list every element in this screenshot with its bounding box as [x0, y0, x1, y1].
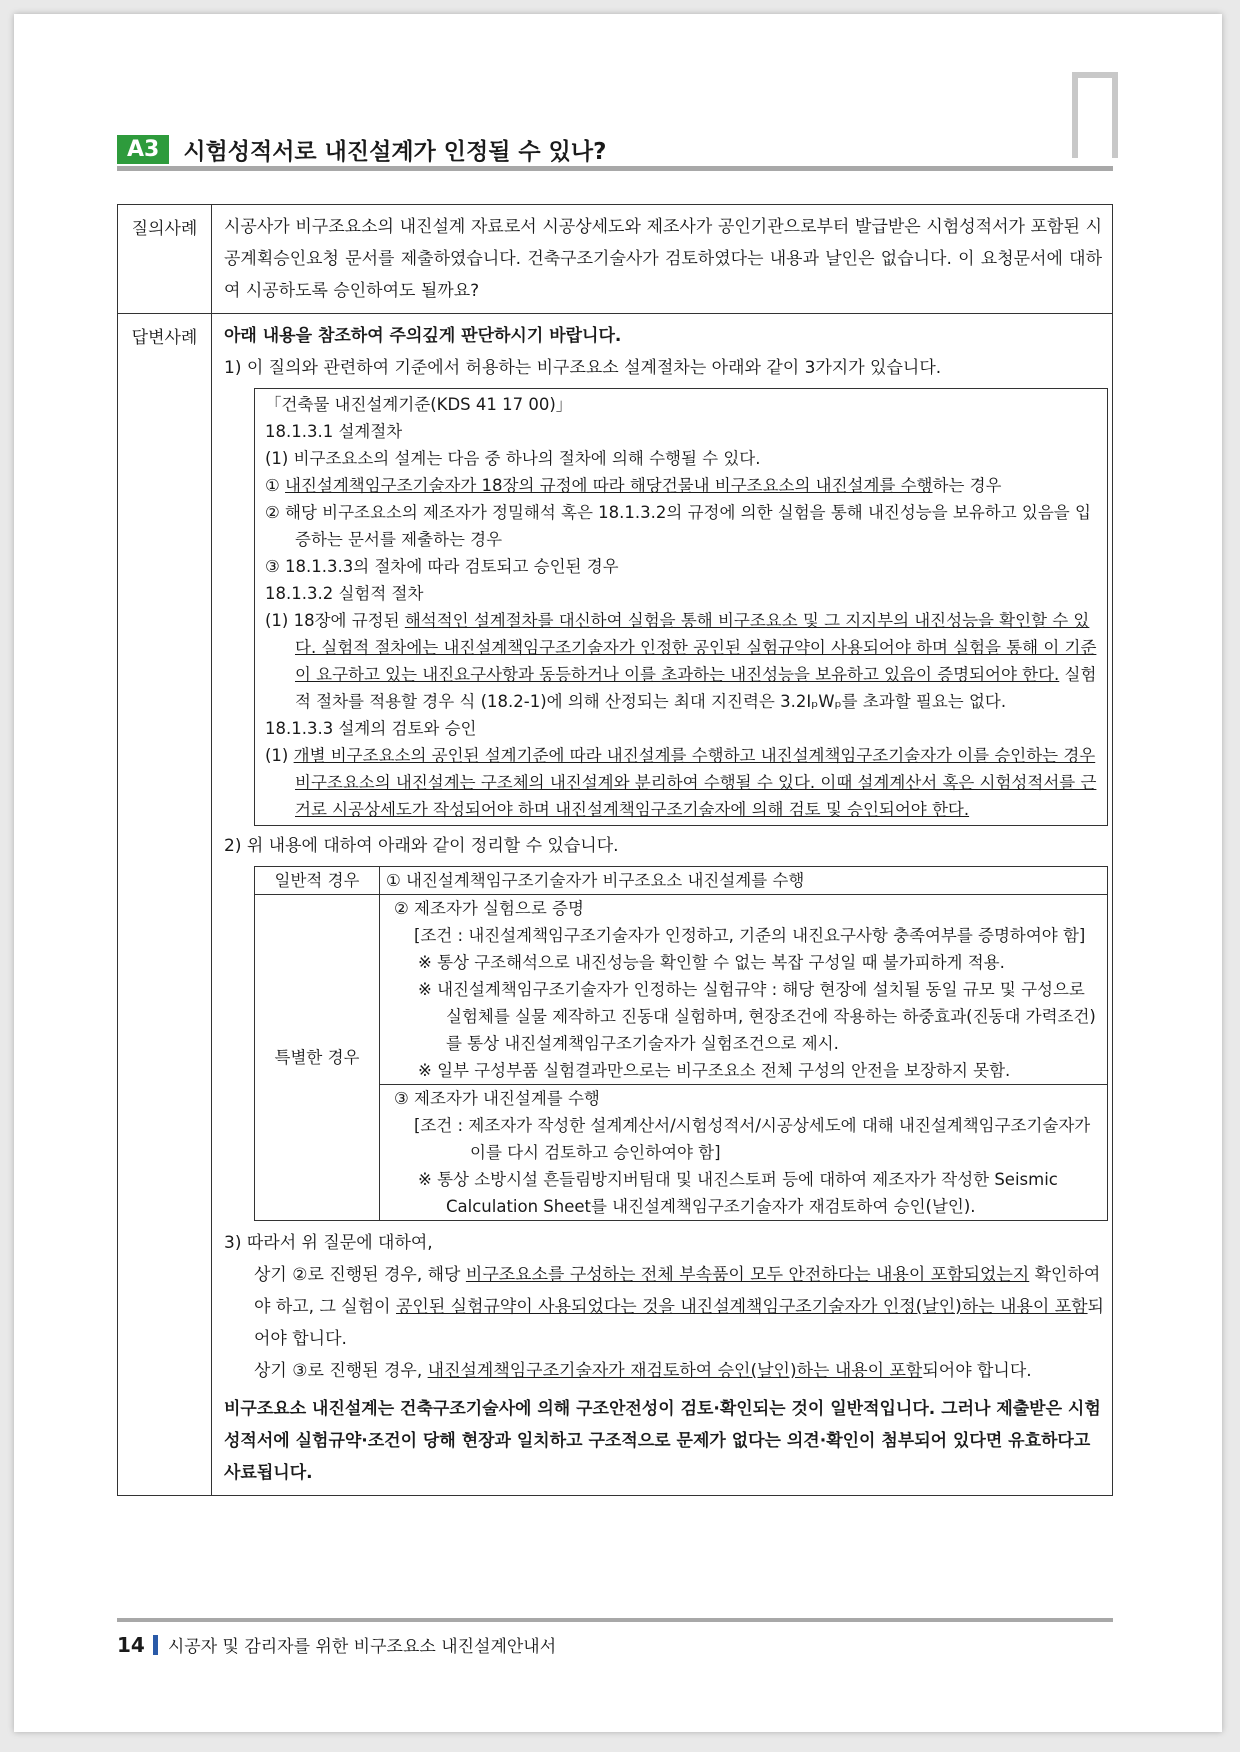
- summary-row-special-2: [255, 1085, 1108, 1221]
- code-excerpt-box: [254, 388, 1108, 826]
- section-title: 시험성적서로 내진설계가 인정될 수 있나?: [183, 138, 607, 165]
- page-number: 14: [117, 1632, 145, 1657]
- answer-body: [212, 314, 1118, 1495]
- excerpt-item: (1) 18장에 규정된 해석적인 설계절차를 대신하여 실험을 통해 비구조요소 및 그 지지부의 내진성능을 확인할 수 있다. 실험적 절차에는 내진설계책임구조기술자가 인정한 공인된 실험규약이 사용되어야 하며 실험을 통해 이 기준이 요구하고 있는 내진요구사항과 동등하거나 이를 초과하는 내진성능을 보유하고 있음이 증명되어야 한다. 실험적 절차를 적용할 경우 식 (18.2-1)에 의해 산정되는 최대 지진력은 3.2IₚWₚ를 초과할 필요는 없다.: [265, 611, 1097, 711]
- summary-value: ③ 제조자가 내진설계를 수행 [조건 : 제조자가 작성한 설계계산서/시험성적서/시공상세도에 대해 내진설계책임구조기술자가 이를 다시 검토하고 승인하여야 함] ※ 통상 소방시설 흔들림방지버팀대 및 내진스토퍼 등에 대하여 제조자가 작성한 Seismic Calculation Sheet를 내진설계책임구조기술자가 재검토하여 승인(날인).: [380, 1085, 1108, 1221]
- excerpt-line: (1) 비구조요소의 설계는 다음 중 하나의 절차에 의해 수행될 수 있다.: [265, 449, 761, 468]
- summary-value: ① 내진설계책임구조기술자가 비구조요소 내진설계를 수행: [380, 867, 1108, 895]
- header-rule: [117, 166, 1113, 171]
- footer-rule: [117, 1618, 1113, 1622]
- answer-row: [118, 313, 1112, 1495]
- excerpt-heading: 18.1.3.1 설계절차: [265, 422, 403, 441]
- excerpt-heading: 18.1.3.2 실험적 절차: [265, 584, 424, 603]
- page-footer: [117, 1632, 556, 1657]
- question-label: 질의사례: [118, 205, 212, 313]
- summary-table: [254, 866, 1108, 1221]
- excerpt-item: ② 해당 비구조요소의 제조자가 정밀해석 혹은 18.1.3.2의 규정에 의한 실험을 통해 내진성능을 보유하고 있음을 입증하는 문서를 제출하는 경우: [265, 503, 1091, 549]
- book-title: 시공자 및 감리자를 위한 비구조요소 내진설계안내서: [167, 1637, 557, 1657]
- answer-label: 답변사례: [118, 314, 212, 1495]
- answer-point-1: 1) 이 질의와 관련하여 기준에서 허용하는 비구조요소 설계절차는 아래와 같이 3가지가 있습니다.: [224, 358, 942, 378]
- question-text: 시공사가 비구조요소의 내진설계 자료로서 시공상세도와 제조사가 공인기관으로부터 발급받은 시험성적서가 포함된 시공계획승인요청 문서를 제출하였습니다. 건축구조기술사가 검토하였다는 내용과 날인은 없습니다. 이 요청문서에 대하여 시공하도록 승인하여도 될까요?: [224, 217, 1102, 301]
- summary-label: 특별한 경우: [255, 895, 380, 1221]
- answer-point-3: 3) 따라서 위 질문에 대하여,: [224, 1233, 433, 1253]
- excerpt-source: 「건축물 내진설계기준(KDS 41 17 00)」: [265, 395, 573, 414]
- footer-accent-bar: [153, 1635, 158, 1655]
- summary-label: 일반적 경우: [255, 867, 380, 895]
- section-badge: A3: [117, 135, 169, 164]
- answer-point-2: 2) 위 내용에 대하여 아래와 같이 정리할 수 있습니다.: [224, 836, 619, 856]
- excerpt-item: ① 내진설계책임구조기술자가 18장의 규정에 따라 해당건물내 비구조요소의 내진설계를 수행하는 경우: [265, 476, 1002, 495]
- answer-point-3b: 상기 ③로 진행된 경우, 내진설계책임구조기술자가 재검토하여 승인(날인)하는 내용이 포함되어야 합니다.: [254, 1361, 1032, 1381]
- summary-row-general: [255, 867, 1108, 895]
- section-header: [117, 132, 606, 166]
- question-row: [118, 205, 1112, 313]
- qa-table: [117, 204, 1113, 1496]
- answer-point-3a: 상기 ②로 진행된 경우, 해당 비구조요소를 구성하는 전체 부속품이 모두 안전하다는 내용이 포함되었는지 확인하여야 하고, 그 실험이 공인된 실험규약이 사용되었다는 것을 내진설계책임구조기술자가 인정(날인)하는 내용이 포함되어야 합니다.: [254, 1265, 1104, 1349]
- answer-intro: 아래 내용을 참조하여 주의깊게 판단하시기 바랍니다.: [224, 326, 622, 346]
- summary-row-special-1: [255, 895, 1108, 1085]
- excerpt-item: (1) 개별 비구조요소의 공인된 설계기준에 따라 내진설계를 수행하고 내진설계책임구조기술자가 이를 승인하는 경우 비구조요소의 내진설계는 구조체의 내진설계와 분리하여 수행될 수 있다. 이때 설계계산서 혹은 시험성적서를 근거로 시공상세도가 작성되어야 하며 내진설계책임구조기술자에 의해 검토 및 승인되어야 한다.: [265, 746, 1097, 819]
- answer-conclusion: 비구조요소 내진설계는 건축구조기술사에 의해 구조안전성이 검토·확인되는 것이 일반적입니다. 그러나 제출받은 시험성적서에 실험규약·조건이 당해 현장과 일치하고 구조적으로 문제가 없다는 의견·확인이 첨부되어 있다면 유효하다고 사료됩니다.: [224, 1399, 1101, 1483]
- chapter-tab-decoration: [1072, 72, 1118, 164]
- summary-value: ② 제조자가 실험으로 증명 [조건 : 내진설계책임구조기술자가 인정하고, 기준의 내진요구사항 충족여부를 증명하여야 함] ※ 통상 구조해석으로 내진성능을 확인할 수 없는 복잡 구성일 때 불가피하게 적용. ※ 내진설계책임구조기술자가 인정하는 실험규약 : 해당 현장에 설치될 동일 규모 및 구성으로 실험체를 실물 제작하고 진동대 실험하며, 현장조건에 작용하는 하중효과(진동대 가력조건)를 통상 내진설계책임구조기술자가 실험조건으로 제시. ※ 일부 구성부품 실험결과만으로는 비구조요소 전체 구성의 안전을 보장하지 못함.: [380, 895, 1108, 1085]
- excerpt-heading: 18.1.3.3 설계의 검토와 승인: [265, 719, 477, 738]
- excerpt-item: ③ 18.1.3.3의 절차에 따라 검토되고 승인된 경우: [265, 557, 619, 576]
